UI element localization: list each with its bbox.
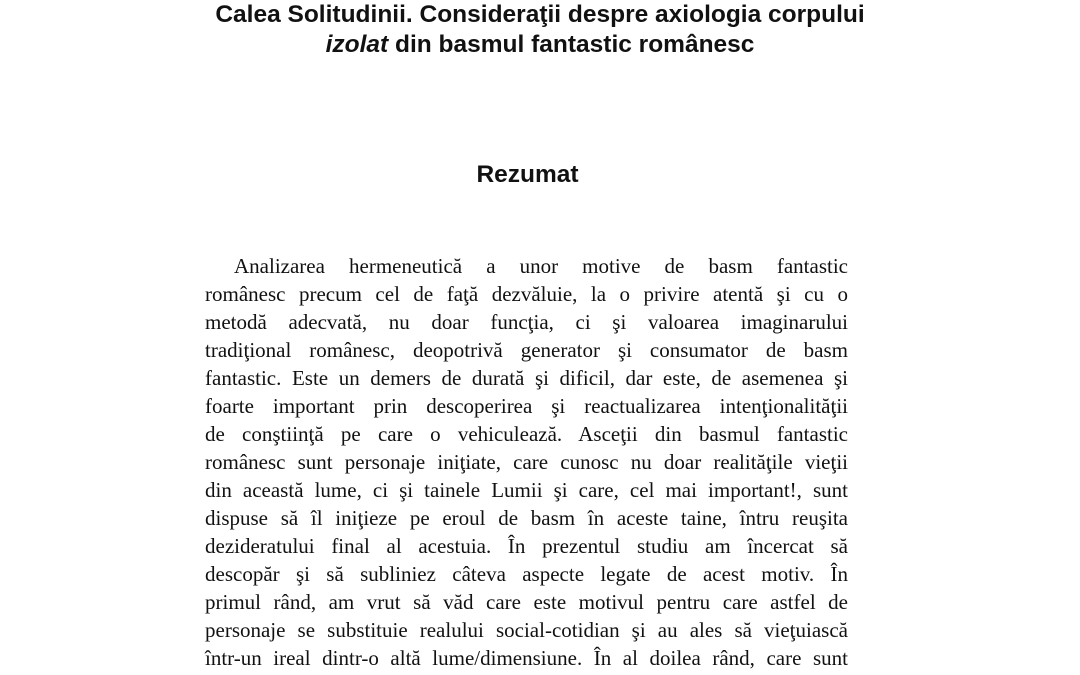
abstract-line: fantastic. Este un demers de durată şi dificil, dar este, de asemenea şi — [205, 366, 848, 390]
abstract-line: dispuse să îl iniţieze pe eroul de basm în aceste taine, întru reuşita — [205, 506, 848, 530]
abstract-line: românesc sunt personaje iniţiate, care cunosc nu doar realităţile vieţii — [205, 450, 848, 474]
abstract-line: din această lume, ci şi tainele Lumii şi care, cel mai important!, sunt — [205, 478, 848, 502]
abstract-line: românesc precum cel de faţă dezvăluie, la o privire atentă şi cu o — [205, 282, 848, 306]
abstract-line: foarte important prin descoperirea şi reactualizarea intenţionalităţii — [205, 394, 848, 418]
abstract-line: descopăr şi să subliniez câteva aspecte legate de acest motiv. În — [205, 562, 848, 586]
paper-title-line-2 — [0, 30, 1080, 60]
abstract-line: tradiţional românesc, deopotrivă generator şi consumator de basm — [205, 338, 848, 362]
paper-title-line-1: Calea Solitudinii. Consideraţii despre axiologia corpului — [215, 1, 865, 28]
abstract-line: Analizarea hermeneutică a unor motive de basm fantastic — [234, 254, 848, 278]
abstract-line: personaje se substituie realului social-cotidian şi au ales să vieţuiască — [205, 618, 848, 642]
abstract-line: într-un ireal dintr-o altă lume/dimensiune. În al doilea rând, care sunt — [205, 646, 848, 670]
abstract-line: dezideratului final al acestuia. În prezentul studiu am încercat să — [205, 534, 848, 558]
paper-title-italic-word: izolat — [325, 31, 389, 58]
abstract-heading: Rezumat — [476, 161, 579, 188]
abstract-line: de conştiinţă pe care o vehiculează. Asceţii din basmul fantastic — [205, 422, 848, 446]
abstract-paragraph — [205, 252, 848, 672]
abstract-line: metodă adecvată, nu doar funcţia, ci şi valoarea imaginarului — [205, 310, 848, 334]
abstract-line: primul rând, am vrut să văd care este motivul pentru care astfel de — [205, 590, 848, 614]
paper-title-line-2-rest: din basmul fantastic românesc — [388, 31, 755, 58]
